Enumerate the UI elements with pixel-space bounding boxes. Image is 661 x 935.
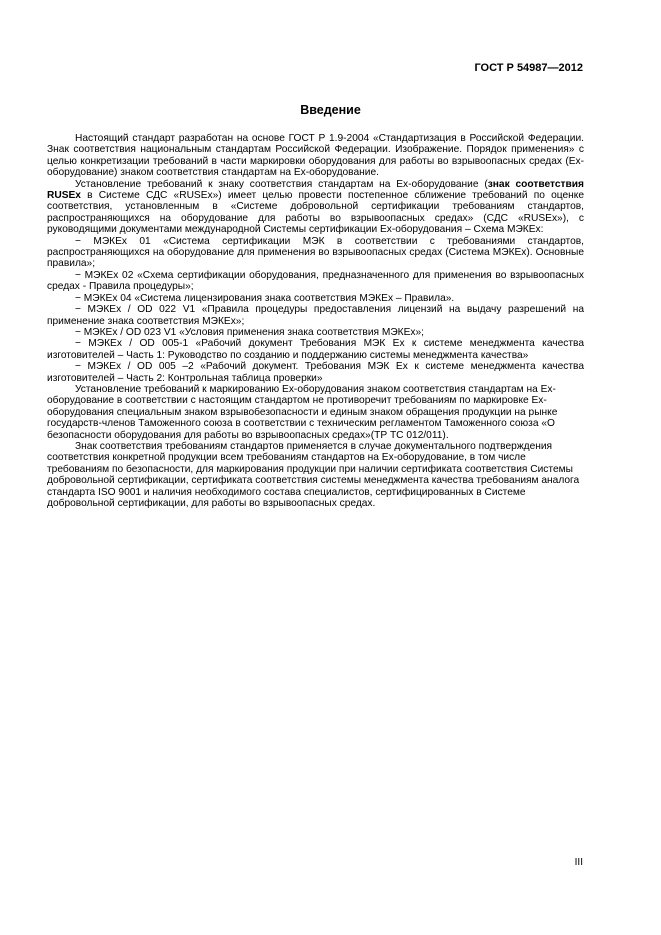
paragraph-mark-rusex xyxy=(47,179,584,236)
list-item-od-005-1: − МЭКЕх / OD 005-1 «Рабочий документ Требования МЭК Ех к системе менеджмента качества изготовителей – Часть 1: Руководство по созданию и поддержанию системы менеджмента качества» xyxy=(47,338,584,361)
paragraph-text-pre: Установление требований к знаку соответствия стандартам на Ех-оборудование ( xyxy=(75,178,488,190)
body-text xyxy=(47,133,584,509)
list-item-od-023: − МЭКЕх / OD 023 V1 «Условия применения знака соответствия МЭКЕх»; xyxy=(75,326,424,338)
list-item-od-022: − МЭКЕх / OD 022 V1 «Правила процедуры предоставления лицензий на выдачу разрешений на применение знака соответствия МЭКЕх»; xyxy=(47,304,584,327)
list-item-iecex-02: − МЭКЕх 02 «Схема сертификации оборудования, предназначенного для применения во взрывоопасных средах - Правила процедуры»; xyxy=(47,269,584,293)
paragraph-marking-requirements: Установление требований к маркированию Ех-оборудования знаком соответствия стандартам на Ех-оборудование в соответствии с настоящим стандартом не противоречит требованиям по маркировке Ех-оборудования специальным знаком взрывобезопасности и единым знаком обращения продукции на рынке государств-членов Таможенного союза в соответствии с техническим регламентом Таможенного союза «О безопасности оборудования для работы во взрывоопасных средах»(ТР ТС 012/011). xyxy=(47,383,558,441)
list-item-iecex-04: − МЭКЕх 04 «Система лицензирования знака соответствия МЭКЕх – Правила». xyxy=(75,292,455,304)
section-title: Введение xyxy=(300,103,361,117)
standard-id-header: ГОСТ Р 54987—2012 xyxy=(474,62,583,74)
bold-term: знак соответствия RUSEx xyxy=(47,178,584,202)
list-item-iecex-01: − МЭКЕх 01 «Система сертификации МЭК в соответствии с требованиями стандартов, распространяющихся на оборудование для применения во взрывоопасных средах (Система МЭКЕх). Основные правила»; xyxy=(47,235,584,270)
paragraph-mark-application: Знак соответствия требованиям стандартов применяется в случае документального подтверждения соответствия конкретной продукции всем требованиям стандартов на Ех-оборудование, в том числе требованиям по безопасности, для маркирования продукции при наличии сертификата соответствия Системы добровольной сертификации, сертификата соответствия системы менеджмента качества требованиям аналога стандарта ISO 9001 и наличия необходимого состава специалистов, сертифицированных в Системе добровольной сертификации, для работы во взрывоопасных средах. xyxy=(47,440,580,509)
list-item-od-005-2: − МЭКЕх / OD 005 –2 «Рабочий документ. Требования МЭК Ех к системе менеджмента качества изготовителей – Часть 2: Контрольная таблица проверки» xyxy=(47,361,584,384)
paragraph-text-post: в Системе СДС «RUSEx») имеет целью провести постепенное сближение требований по оценке соответствия, установленным в «Системе добровольной сертификации требованиям стандартов, распространяющихся на оборудование для работы во взрывоопасных средах» (СДС «RUSEx»), с руководящими документами международной Системы сертификации Ех-оборудования – Схема МЭКЕх: xyxy=(47,190,584,236)
page-number: III xyxy=(574,857,583,868)
paragraph-intro: Настоящий стандарт разработан на основе ГОСТ Р 1.9-2004 «Стандартизация в Российской Федерации. Знак соответствия национальным стандартам Российской Федерации. Изображение. Порядок применения» с целью конкретизации требований в части маркировки оборудования для работы во взрывоопасных средах (Ех-оборудование) знаком соответствия стандартам на Ех-оборудование. xyxy=(47,133,584,179)
